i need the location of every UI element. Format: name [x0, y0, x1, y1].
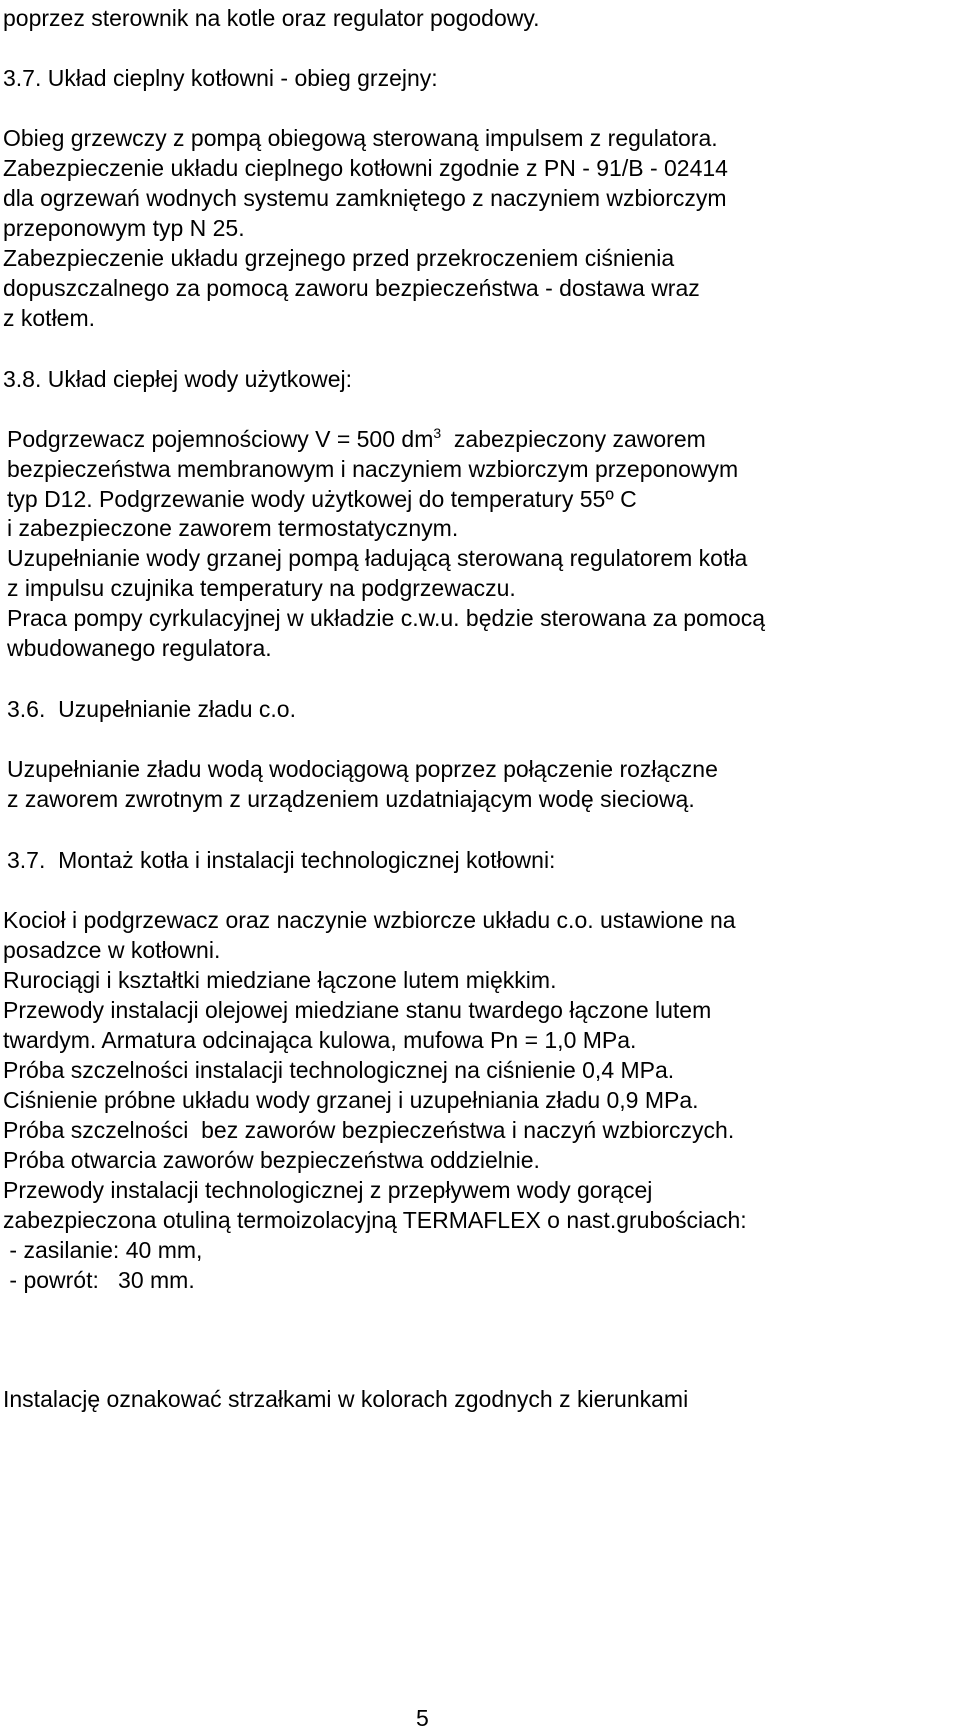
paragraph-line [7, 425, 706, 453]
section-heading-3-6 [7, 695, 296, 723]
paragraph-line: Obieg grzewczy z pompą obiegową sterowaną impulsem z regulatora. [3, 125, 718, 151]
paragraph-line: posadzce w kotłowni. [3, 937, 221, 963]
paragraph-line: Przewody instalacji technologicznej z przepływem wody gorącej [3, 1177, 653, 1203]
paragraph-line: Kocioł i podgrzewacz oraz naczynie wzbiorcze układu c.o. ustawione na [3, 907, 736, 933]
paragraph-line: Zabezpieczenie układu grzejnego przed przekroczeniem ciśnienia [3, 245, 675, 271]
section-heading-3-8: 3.8. Układ ciepłej wody użytkowej: [3, 366, 352, 392]
paragraph-line: wbudowanego regulatora. [7, 635, 272, 661]
paragraph-line: dopuszczalnego za pomocą zaworu bezpieczeństwa - dostawa wraz [3, 275, 700, 301]
paragraph-line: Próba otwarcia zaworów bezpieczeństwa oddzielnie. [3, 1147, 540, 1173]
section-heading-3-7-cieplny: 3.7. Układ cieplny kotłowni - obieg grzejny: [3, 65, 438, 91]
paragraph-line: z impulsu czujnika temperatury na podgrzewaczu. [7, 575, 516, 601]
paragraph-line: dla ogrzewań wodnych systemu zamkniętego z naczyniem wzbiorczym [3, 185, 727, 211]
paragraph-line: Rurociągi i kształtki miedziane łączone lutem miękkim. [3, 967, 557, 993]
list-item-zasilanie [3, 1236, 202, 1264]
paragraph-line: przeponowym typ N 25. [3, 215, 245, 241]
paragraph-line: zabezpieczona otuliną termoizolacyjną TERMAFLEX o nast.grubościach: [3, 1207, 747, 1233]
page-number: 5 [416, 1705, 429, 1731]
volume-text: Podgrzewacz pojemnościowy V = 500 dm [7, 426, 434, 452]
paragraph-line: typ D12. Podgrzewanie wody użytkowej do temperatury 55º C [7, 486, 637, 512]
closing-line: Instalację oznakować strzałkami w kolorach zgodnych z kierunkami [3, 1386, 689, 1412]
paragraph-line: z kotłem. [3, 305, 96, 331]
list-item-powrot [3, 1266, 195, 1294]
list-item-zasilanie-text: - zasilanie: 40 mm, [3, 1237, 203, 1263]
paragraph-line: Ciśnienie próbne układu wody grzanej i uzupełniania zładu 0,9 MPa. [3, 1087, 699, 1113]
paragraph-line: z zaworem zwrotnym z urządzeniem uzdatniającym wodę sieciową. [7, 786, 695, 812]
volume-text-continued: zabezpieczony zaworem [441, 426, 706, 452]
paragraph-line: Przewody instalacji olejowej miedziane stanu twardego łączone lutem [3, 997, 712, 1023]
paragraph-line: Zabezpieczenie układu cieplnego kotłowni zgodnie z PN - 91/B - 02414 [3, 155, 728, 181]
volume-unit-superscript: 3 [433, 425, 442, 441]
paragraph-line: Próba szczelności instalacji technologicznej na ciśnienie 0,4 MPa. [3, 1057, 675, 1083]
paragraph-line: i zabezpieczone zaworem termostatycznym. [7, 515, 459, 541]
section-heading-3-6-text: 3.6. Uzupełnianie zładu c.o. [7, 696, 296, 722]
paragraph-line [3, 1116, 734, 1144]
paragraph-line: Praca pompy cyrkulacyjnej w układzie c.w.u. będzie sterowana za pomocą [7, 605, 766, 631]
paragraph-line-text: Próba szczelności bez zaworów bezpieczeństwa i naczyń wzbiorczych. [3, 1117, 735, 1143]
intro-line: poprzez sterownik na kotle oraz regulator pogodowy. [3, 5, 540, 31]
section-heading-3-7-montaz [7, 846, 555, 874]
paragraph-line: Uzupełnianie zładu wodą wodociągową poprzez połączenie rozłączne [7, 756, 718, 782]
list-item-powrot-text: - powrót: 30 mm. [3, 1267, 195, 1293]
section-heading-3-7-montaz-text: 3.7. Montaż kotła i instalacji technologicznej kotłowni: [7, 847, 556, 873]
paragraph-line: Uzupełnianie wody grzanej pompą ładującą sterowaną regulatorem kotła [7, 545, 748, 571]
paragraph-line: bezpieczeństwa membranowym i naczyniem wzbiorczym przeponowym [7, 456, 739, 482]
paragraph-line: twardym. Armatura odcinająca kulowa, mufowa Pn = 1,0 MPa. [3, 1027, 637, 1053]
